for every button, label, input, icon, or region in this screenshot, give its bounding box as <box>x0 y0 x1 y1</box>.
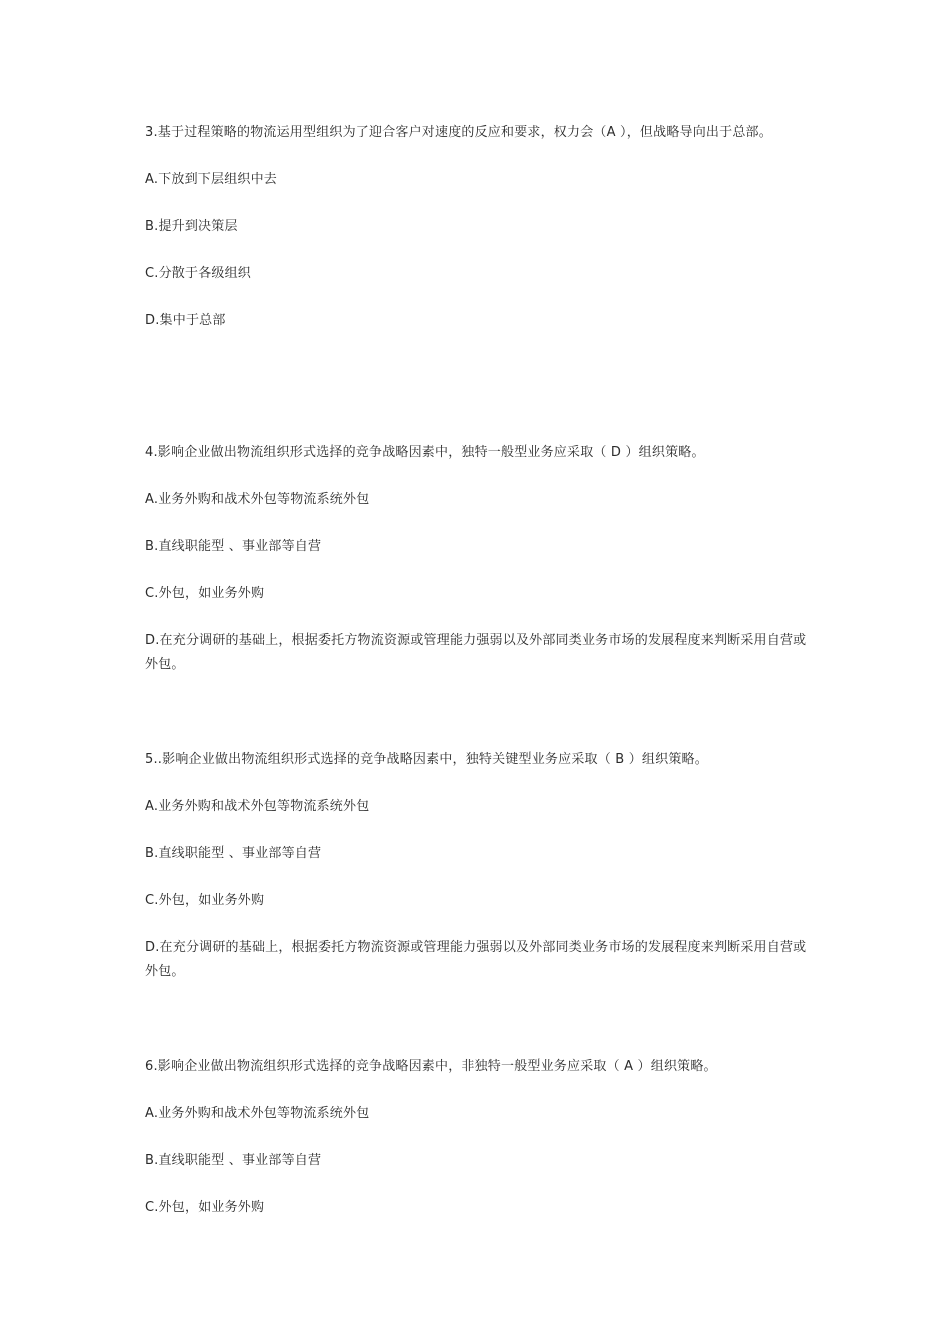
question-4 <box>145 441 810 748</box>
document-page <box>145 121 810 1243</box>
question-5 <box>145 748 810 1055</box>
option-c: C.外包，如业务外购 <box>145 586 265 601</box>
option-d: D.在充分调研的基础上，根据委托方物流资源或管理能力强弱以及外部同类业务市场的发展程度来判断采用自营或外包。 <box>145 633 807 672</box>
question-stem: 5..影响企业做出物流组织形式选择的竞争战略因素中，独特关键型业务应采取（ B ）组织策略。 <box>145 752 708 767</box>
option-c: C.分散于各级组织 <box>145 266 252 281</box>
option-a: A.业务外购和战术外包等物流系统外包 <box>145 1106 370 1121</box>
question-stem: 3.基于过程策略的物流运用型组织为了迎合客户对速度的反应和要求，权力会（A ），但战略导向出于总部。 <box>145 125 772 140</box>
option-a: A.业务外购和战术外包等物流系统外包 <box>145 799 370 814</box>
question-stem: 4.影响企业做出物流组织形式选择的竞争战略因素中，独特一般型业务应采取（ D ）组织策略。 <box>145 445 705 460</box>
option-a: A.下放到下层组织中去 <box>145 172 277 187</box>
question-6 <box>145 1055 810 1220</box>
option-b: B.直线职能型 、事业部等自营 <box>145 539 322 554</box>
question-3 <box>145 121 810 441</box>
option-c: C.外包，如业务外购 <box>145 893 265 908</box>
option-c: C.外包，如业务外购 <box>145 1200 265 1215</box>
option-d: D.集中于总部 <box>145 313 226 328</box>
option-a: A.业务外购和战术外包等物流系统外包 <box>145 492 370 507</box>
question-stem: 6.影响企业做出物流组织形式选择的竞争战略因素中，非独特一般型业务应采取（ A ）组织策略。 <box>145 1059 717 1074</box>
option-b: B.直线职能型 、事业部等自营 <box>145 846 322 861</box>
option-b: B.提升到决策层 <box>145 219 238 234</box>
option-b: B.直线职能型 、事业部等自营 <box>145 1153 322 1168</box>
option-d: D.在充分调研的基础上，根据委托方物流资源或管理能力强弱以及外部同类业务市场的发展程度来判断采用自营或外包。 <box>145 940 807 979</box>
